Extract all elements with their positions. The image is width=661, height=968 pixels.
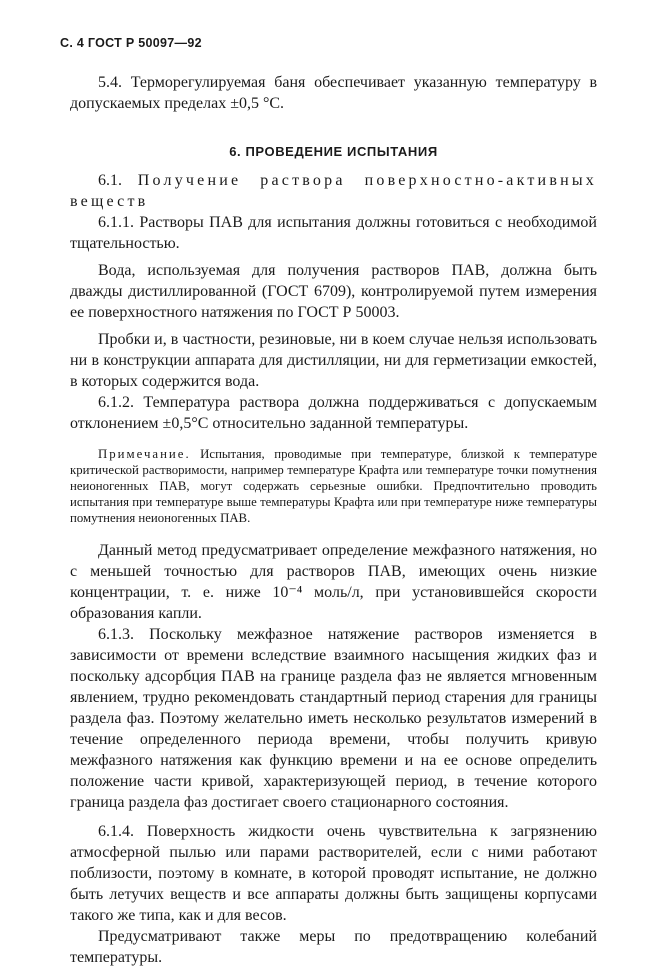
paragraph-method: Данный метод предусматривает определение межфазного натяжения, но с меньшей точностью для растворов ПАВ, имеющих очень низкие концентрации, т. е. ниже 10⁻⁴ моль/л, при установившейся скорости образования капли. [70,542,597,622]
document-body [70,72,597,968]
note-paragraph [70,446,597,526]
subsection-6-1-heading [70,170,597,212]
paragraph-6-1-2: 6.1.2. Температура раствора должна поддерживаться с допускаемым отклонением ±0,5°С относительно заданной температуры. [70,394,597,432]
paragraph-5-4: 5.4. Терморегулируемая баня обеспечивает указанную температуру в допускаемых пределах ±0,5 °С. [70,74,597,112]
note-text: Испытания, проводимые при температуре, близкой к температуре критической растворимости, например температуре Крафта или температуре точки помутнения неионогенных ПАВ, могут содержать серьезные ошибки. Предпочтительно проводить испытания при температуре выше температуры Крафта или при температуре ниже температуры помутнения неионогенных ПАВ. [70,447,598,525]
paragraph-final: Предусматривают также меры по предотвращению колебаний температуры. [70,928,597,966]
paragraph-6-1-3: 6.1.3. Поскольку межфазное натяжение растворов изменяется в зависимости от времени вследствие взаимного насыщения жидких фаз и поскольку адсорбция ПАВ на границе раздела фаз не является мгновенным явлением, трудно рекомендовать стандартный период старения для границы раздела фаз. Поэтому желательно иметь несколько результатов измерений в течение определенного периода времени, чтобы получить кривую межфазного натяжения как функцию времени и на ее основе определить положение части кривой, характеризующей период, в течение которого граница раздела фаз достигает своего стационарного состояния. [70,626,597,811]
paragraph-water: Вода, используемая для получения растворов ПАВ, должна быть дважды дистиллированной (ГОСТ 6709), контролируемой путем измерения ее поверхностного натяжения по ГОСТ Р 50003. [70,262,597,321]
subsection-6-1-number: 6.1. [98,172,122,189]
note-label: Примечание. [98,447,191,461]
section-title: 6. ПРОВЕДЕНИЕ ИСПЫТАНИЯ [229,144,438,159]
note-block [70,446,597,526]
paragraph-plugs: Пробки и, в частности, резиновые, ни в коем случае нельзя использовать ни в конструкции аппарата для дистилляции, ни для герметизации емкостей, в которых содержится вода. [70,331,597,390]
subsection-6-1-title: Получение раствора поверхностно-активных веществ [70,172,597,210]
page-header: С. 4 ГОСТ Р 50097—92 [60,36,202,50]
paragraph-6-1-1: 6.1.1. Растворы ПАВ для испытания должны готовиться с необходимой тщательностью. [70,214,597,252]
paragraph-6-1-4: 6.1.4. Поверхность жидкости очень чувствительна к загрязнению атмосферной пылью или парами растворителей, если с ними работают поблизости, поэтому в комнате, в которой проводят испытание, не должно быть летучих веществ и все аппараты должны быть защищены корпусами такого же типа, как и для весов. [70,823,597,924]
